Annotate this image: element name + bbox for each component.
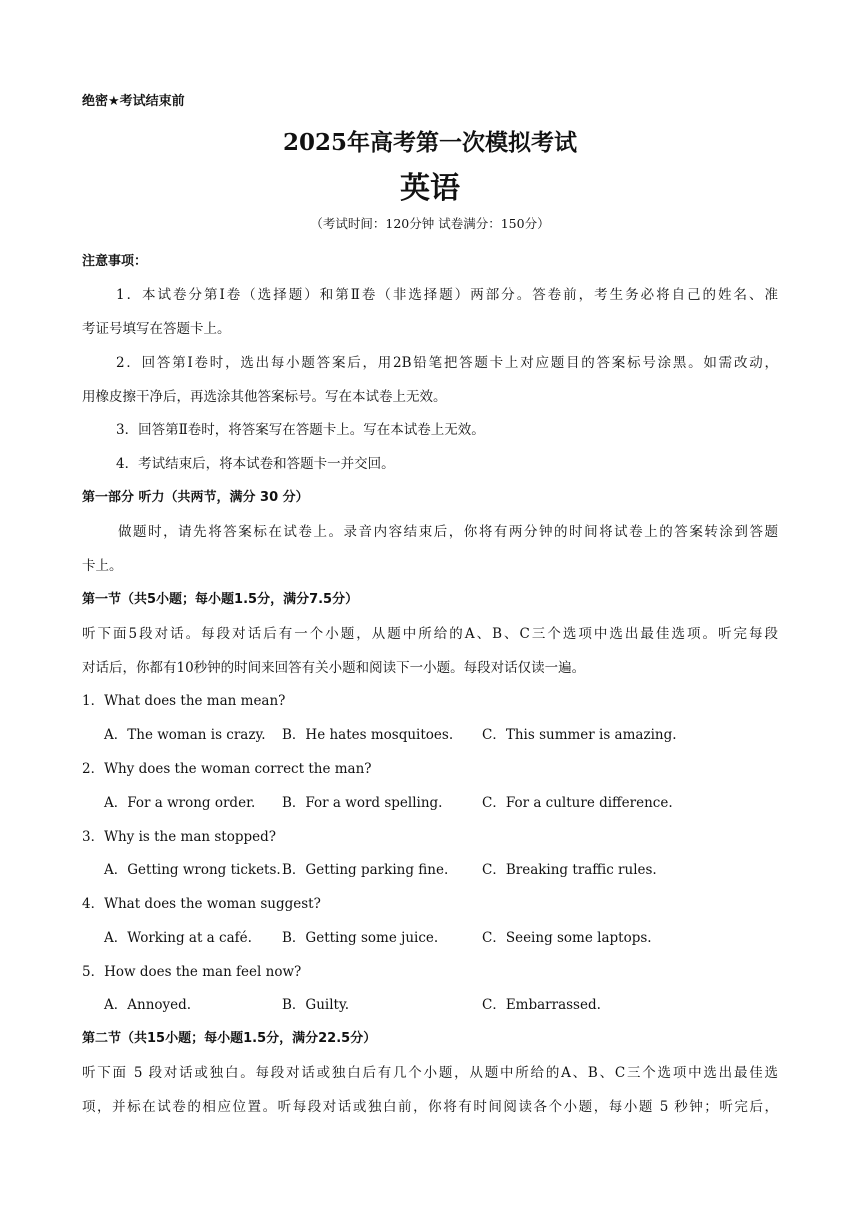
section1-heading: 第一节（共5小题；每小题1.5分，满分7.5分） bbox=[82, 592, 359, 607]
option-a: A．Working at a café. bbox=[104, 930, 252, 946]
notice-item-3: 3．回答第Ⅱ卷时，将答案写在答题卡上。写在本试卷上无效。 bbox=[116, 422, 485, 438]
question-2: 2．Why does the woman correct the man? bbox=[82, 761, 372, 777]
option-a: A．For a wrong order. bbox=[104, 795, 256, 811]
option-a: A．Getting wrong tickets. bbox=[104, 862, 281, 878]
confidential-label: 绝密★考试结束前 bbox=[82, 94, 185, 109]
option-c: C．For a culture difference. bbox=[482, 795, 673, 811]
section2-heading: 第二节（共15小题；每小题1.5分，满分22.5分） bbox=[82, 1031, 377, 1046]
question-1: 1．What does the man mean? bbox=[82, 693, 286, 709]
section2-instruction: 听下面 5 段对话或独白。每段对话或独白后有几个小题，从题中所给的A、B、C三个选项中选出最佳选 bbox=[82, 1065, 778, 1081]
option-c: C．Breaking traffic rules. bbox=[482, 862, 657, 878]
option-a: A．Annoyed. bbox=[104, 997, 192, 1013]
option-b: B．Guilty. bbox=[282, 997, 350, 1013]
question-4: 4．What does the woman suggest? bbox=[82, 896, 321, 912]
option-c: C．This summer is amazing. bbox=[482, 727, 677, 743]
section1-instruction-cont: 对话后，你都有10秒钟的时间来回答有关小题和阅读下一小题。每段对话仅读一遍。 bbox=[82, 660, 586, 676]
option-b: B．Getting parking fine. bbox=[282, 862, 449, 878]
part1-heading: 第一部分 听力（共两节，满分 30 分） bbox=[82, 490, 309, 505]
option-a: A．The woman is crazy. bbox=[104, 727, 266, 743]
part1-instruction-cont: 卡上。 bbox=[82, 558, 123, 574]
option-c: C．Embarrassed. bbox=[482, 997, 601, 1013]
option-b: B．He hates mosquitoes. bbox=[282, 727, 454, 743]
subject-title: 英语 bbox=[400, 171, 460, 206]
notice-item-1: 1．本试卷分第Ⅰ卷（选择题）和第Ⅱ卷（非选择题）两部分。答卷前，考生务必将自己的姓名、准 bbox=[116, 287, 778, 303]
section2-instruction-cont: 项，并标在试卷的相应位置。听每段对话或独白前，你将有时间阅读各个小题，每小题 5 秒钟；听完后， bbox=[82, 1099, 778, 1115]
exam-title: 2025年高考第一次模拟考试 bbox=[282, 129, 577, 156]
part1-instruction: 做题时，请先将答案标在试卷上。录音内容结束后，你将有两分钟的时间将试卷上的答案转涂到答题 bbox=[118, 524, 778, 540]
question-5: 5．How does the man feel now? bbox=[82, 964, 302, 980]
notice-item-1-cont: 考证号填写在答题卡上。 bbox=[82, 321, 231, 337]
section1-instruction: 听下面5段对话。每段对话后有一个小题，从题中所给的A、B、C三个选项中选出最佳选项。听完每段 bbox=[82, 626, 778, 642]
notice-item-2-cont: 用橡皮擦干净后，再选涂其他答案标号。写在本试卷上无效。 bbox=[82, 389, 447, 405]
option-b: B．For a word spelling. bbox=[282, 795, 443, 811]
notice-heading: 注意事项： bbox=[82, 254, 148, 269]
question-3: 3．Why is the man stopped? bbox=[82, 829, 276, 845]
notice-item-4: 4．考试结束后，将本试卷和答题卡一并交回。 bbox=[116, 456, 395, 472]
notice-item-2: 2．回答第Ⅰ卷时，选出每小题答案后，用2B铅笔把答题卡上对应题目的答案标号涂黑。如需改动， bbox=[116, 355, 778, 371]
exam-info: （考试时间：120分钟 试卷满分：150分） bbox=[310, 216, 550, 231]
option-b: B．Getting some juice. bbox=[282, 930, 439, 946]
option-c: C．Seeing some laptops. bbox=[482, 930, 652, 946]
